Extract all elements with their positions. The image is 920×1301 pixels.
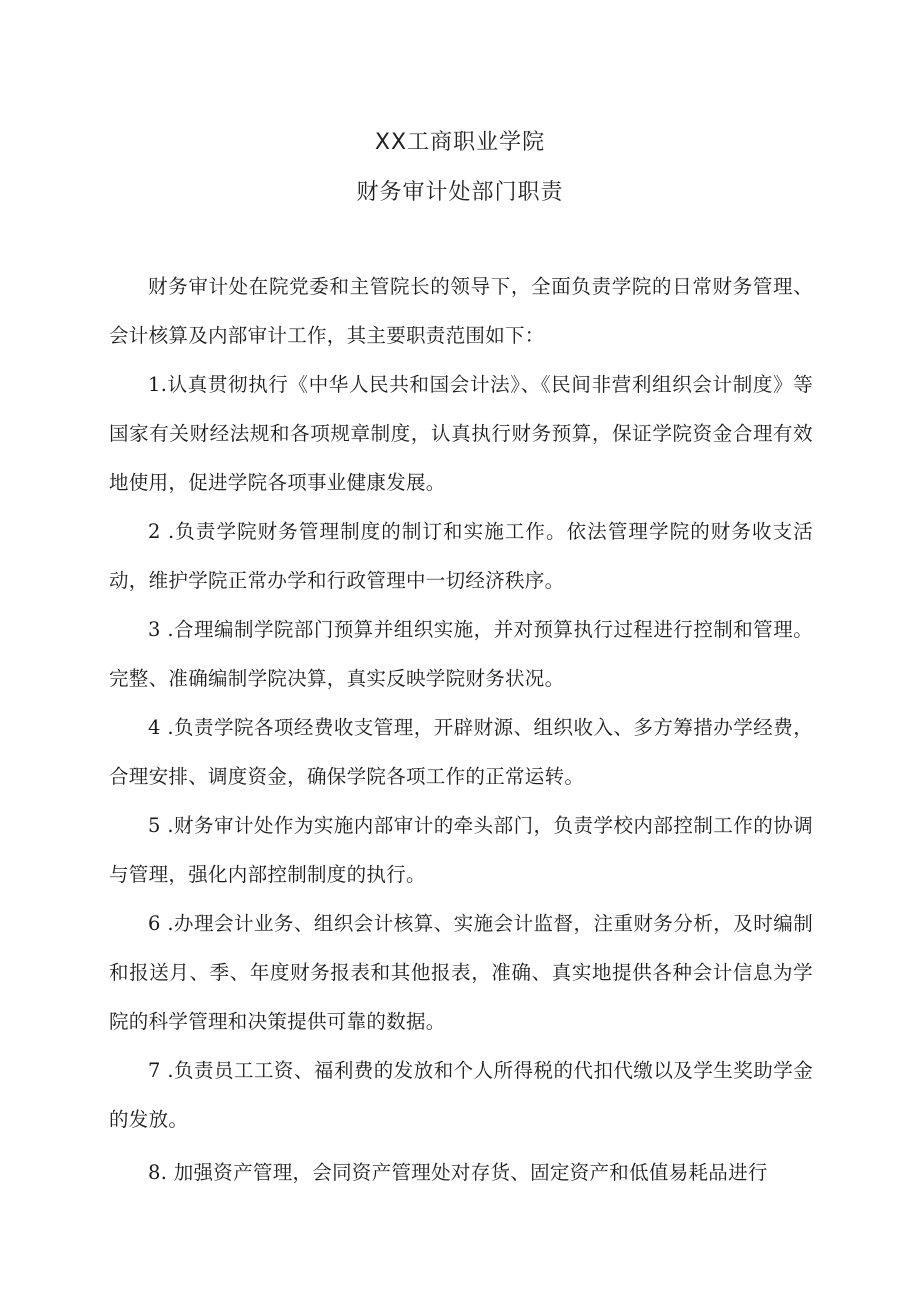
duty-item-3: 3 .合理编制学院部门预算并组织实施，并对预算执行过程进行控制和管理。完整、准确编制学院决算，真实反映学院财务状况。 (109, 618, 813, 690)
duty-item-4: 4 .负责学院各项经费收支管理，开辟财源、组织收入、多方筹措办学经费，合理安排、调度资金，确保学院各项工作的正常运转。 (109, 716, 813, 788)
document-heading: 财务审计处部门职责 (356, 180, 564, 205)
duty-item-1: 1.认真贯彻执行《中华人民共和国会计法》、《民间非营利组织会计制度》等国家有关财经法规和各项规章制度，认真执行财务预算，保证学院资金合理有效地使用，促进学院各项事业健康发展。 (109, 373, 813, 494)
duty-item-2: 2 .负责学院财务管理制度的制订和实施工作。依法管理学院的财务收支活动，维护学院正常办学和行政管理中一切经济秩序。 (109, 520, 813, 592)
document-body (109, 262, 813, 1197)
duty-item-7: 7 .负责员工工资、福利费的发放和个人所得税的代扣代缴以及学生奖助学金的发放。 (109, 1059, 813, 1131)
duty-item-5: 5 .财务审计处作为实施内部审计的牵头部门，负责学校内部控制工作的协调与管理，强化内部控制制度的执行。 (109, 814, 813, 886)
duty-item-8: 8. 加强资产管理，会同资产管理处对存货、固定资产和低值易耗品进行 (148, 1161, 768, 1184)
college-name: XX工商职业学院 (374, 130, 546, 155)
duty-item-6: 6 .办理会计业务、组织会计核算、实施会计监督，注重财务分析，及时编制和报送月、季、年度财务报表和其他报表，准确、真实地提供各种会计信息为学院的科学管理和决策提供可靠的数据。 (109, 912, 813, 1033)
intro-paragraph: 财务审计处在院党委和主管院长的领导下，全面负责学院的日常财务管理、会计核算及内部审计工作，其主要职责范围如下： (109, 275, 813, 347)
document-title (0, 118, 920, 218)
